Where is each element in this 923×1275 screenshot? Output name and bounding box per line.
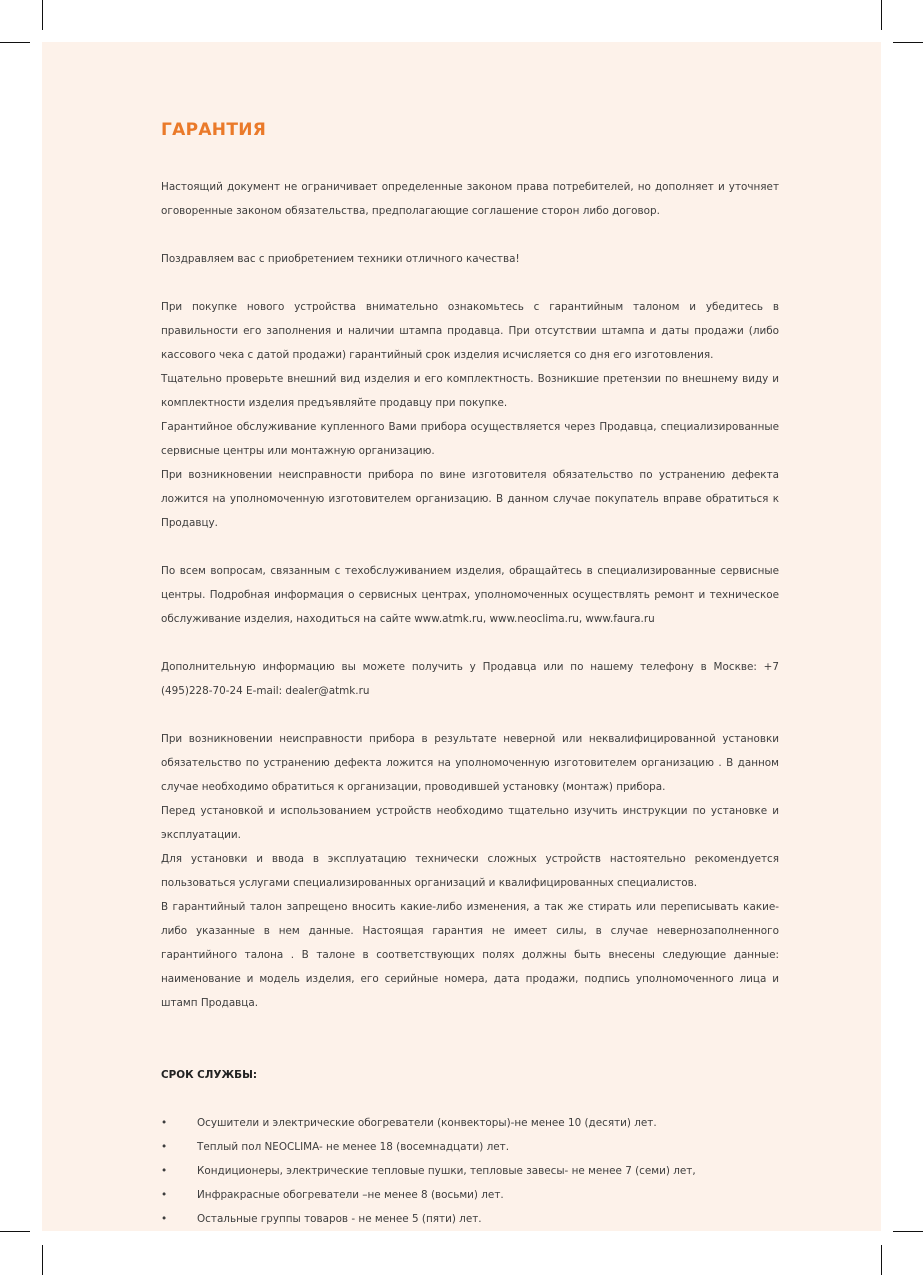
list-item-text: Инфракрасные обогреватели –не менее 8 (восьми) лет. — [197, 1189, 504, 1201]
paragraph-contacts: Дополнительную информацию вы можете получить у Продавца или по нашему телефону в Москве: +7 (495)228-70-24 E-mail: dealer@atmk.ru — [161, 661, 779, 697]
list-item — [161, 1159, 779, 1183]
crop-mark — [0, 1231, 30, 1232]
crop-mark — [893, 42, 923, 43]
paragraph-defect: При возникновении неисправности прибора по вине изготовителя обязательство по устранению дефекта ложится на уполномоченную изготовителем организацию. В данном случае покупатель вправе обратиться к Продавцу. — [161, 469, 779, 529]
paragraph-intro: Настоящий документ не ограничивает определенные законом права потребителей, но дополняет и уточняет оговоренные законом обязательства, предполагающие соглашение сторон либо договор. — [161, 181, 779, 217]
list-item-text: Остальные группы товаров - не менее 5 (пяти) лет. — [197, 1213, 482, 1225]
list-item-text: Теплый пол NEOCLIMA- не менее 18 (восемнадцати) лет. — [197, 1141, 509, 1153]
list-item — [161, 1135, 779, 1159]
crop-mark — [881, 1245, 882, 1275]
paragraph-congrats: Поздравляем вас с приобретением техники отличного качества! — [161, 253, 520, 265]
bullet-icon: • — [161, 1165, 168, 1177]
service-life-list — [161, 1111, 779, 1231]
paragraph-service-centers: По всем вопросам, связанным с техобслуживанием изделия, обращайтесь в специализированные сервисные центры. Подробная информация о сервисных центрах, уполномоченных осуществлять ремонт и техническое обслуживание изделия, находиться на сайте www.atmk.ru, www.neoclima.ru, www.faura.ru — [161, 565, 779, 625]
list-item-text: Осушители и электрические обогреватели (конвекторы)-не менее 10 (десяти) лет. — [197, 1117, 657, 1129]
document-content — [161, 118, 779, 1231]
paragraph-instructions: Перед установкой и использованием устройств необходимо тщательно изучить инструкции по установке и эксплуатации. — [161, 805, 779, 841]
crop-mark — [881, 0, 882, 30]
list-item — [161, 1183, 779, 1207]
paragraph-service: Гарантийное обслуживание купленного Вами прибора осуществляется через Продавца, специализированные сервисные центры или монтажную организацию. — [161, 421, 779, 457]
crop-mark — [893, 1231, 923, 1232]
paragraph-inspection: Тщательно проверьте внешний вид изделия и его комплектность. Возникшие претензии по внешнему виду и комплектности изделия предъявляйте продавцу при покупке. — [161, 373, 779, 409]
paragraph-warranty-card: В гарантийный талон запрещено вносить какие-либо изменения, а так же стирать или переписывать какие-либо указанные в нем данные. Настоящая гарантия не имеет силы, в случае невернозаполненного гарантийного талона . В талоне в соответствующих полях должны быть внесены следующие данные: наименование и модель изделия, его серийные номера, дата продажи, подпись уполномоченного лица и штамп Продавца. — [161, 901, 779, 1009]
crop-mark — [42, 1245, 43, 1275]
list-item-text: Кондиционеры, электрические тепловые пушки, тепловые завесы- не менее 7 (семи) лет, — [197, 1165, 696, 1177]
crop-mark — [42, 0, 43, 30]
service-life-heading: СРОК СЛУЖБЫ: — [161, 1069, 258, 1081]
bullet-icon: • — [161, 1117, 168, 1129]
bullet-icon: • — [161, 1141, 168, 1153]
paragraph-specialists: Для установки и ввода в эксплуатацию технически сложных устройств настоятельно рекомендуется пользоваться услугами специализированных организаций и квалифицированных специалистов. — [161, 853, 779, 889]
crop-mark — [0, 42, 30, 43]
paragraph-installation-defect: При возникновении неисправности прибора в результате неверной или неквалифицированной установки обязательство по устранению дефекта ложится на уполномоченную изготовителем организацию . В данном случае необходимо обратиться к организации, проводившей установку (монтаж) прибора. — [161, 733, 779, 793]
paragraph-purchase: При покупке нового устройства внимательно ознакомьтесь с гарантийным талоном и убедитесь в правильности его заполнения и наличии штампа продавца. При отсутствии штампа и даты продажи (либо кассового чека с датой продажи) гарантийный срок изделия исчисляется со дня его изготовления. — [161, 301, 779, 361]
list-item — [161, 1111, 779, 1135]
bullet-icon: • — [161, 1213, 168, 1225]
bullet-icon: • — [161, 1189, 168, 1201]
list-item — [161, 1207, 779, 1231]
page-title: ГАРАНТИЯ — [161, 120, 267, 140]
